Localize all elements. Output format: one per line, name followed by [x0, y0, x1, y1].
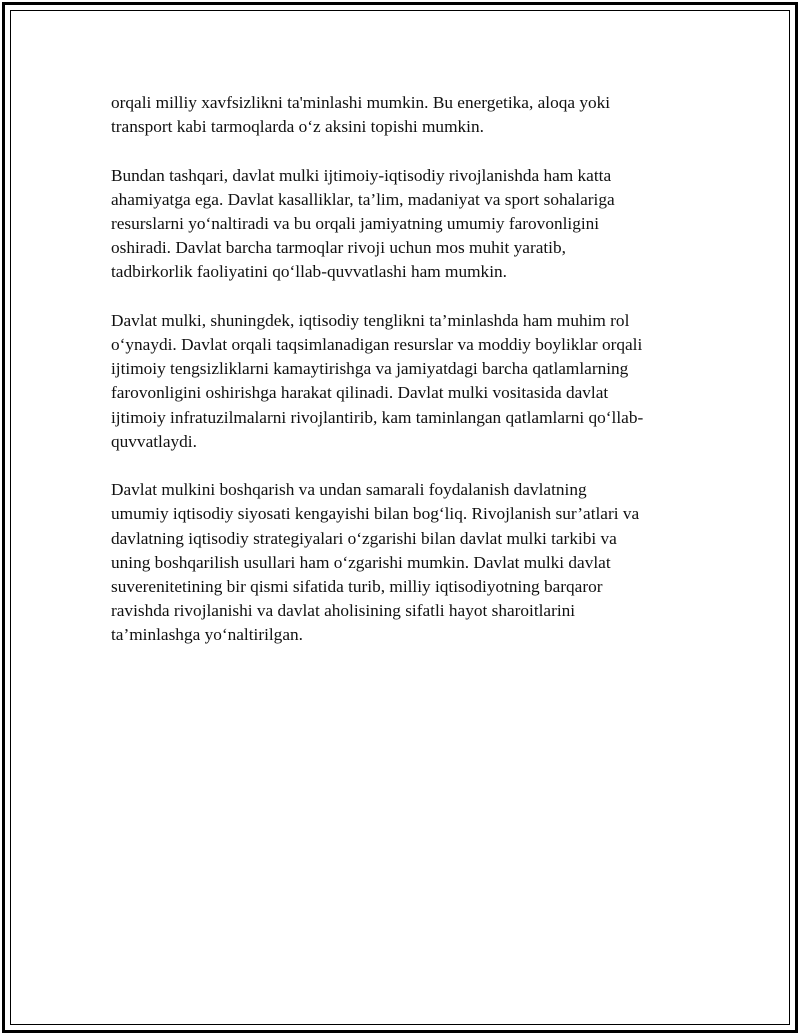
document-body	[111, 91, 686, 672]
paragraph-4: Davlat mulkini boshqarish va undan samarali foydalanish davlatning umumiy iqtisodiy siyosati kengayishi bilan bog‘liq. Rivojlanish sur’atlari va davlatning iqtisodiy strategiyalari o‘zgarishi bilan davlat mulki tarkibi va uning boshqarilish usullari ham o‘zgarishi mumkin. Davlat mulki davlat suverenitetining bir qismi sifatida turib, milliy iqtisodiyotning barqaror ravishda rivojlanishi va davlat aholisining sifatli hayot sharoitlarini ta’minlashga yo‘naltirilgan.	[111, 480, 640, 645]
paragraph-3: Davlat mulki, shuningdek, iqtisodiy tenglikni ta’minlashda ham muhim rol o‘ynaydi. Davlat orqali taqsimlanadigan resurslar va moddiy boyliklar orqali ijtimoiy tengsizliklarni kamaytirishga va jamiyatdagi barcha qatlamlarning farovonligini oshirishga harakat qilinadi. Davlat mulki vositasida davlat ijtimoiy infratuzilmalarni rivojlantirib, kam taminlangan qatlamlarni qo‘llab- quvvatlaydi.	[111, 310, 644, 451]
paragraph-1: orqali milliy xavfsizlikni ta'minlashi mumkin. Bu energetika, aloqa yoki transport kabi tarmoqlarda o‘z aksini topishi mumkin.	[111, 93, 611, 137]
paragraph-2: Bundan tashqari, davlat mulki ijtimoiy-iqtisodiy rivojlanishda ham katta ahamiyatga ega. Davlat kasalliklar, ta’lim, madaniyat va sport sohalariga resurslarni yo‘naltiradi va bu orqali jamiyatning umumiy farovonligini oshiradi. Davlat barcha tarmoqlar rivoji uchun mos muhit yaratib, tadbirkorlik faoliyatini qo‘llab-quvvatlashi ham mumkin.	[111, 165, 615, 282]
